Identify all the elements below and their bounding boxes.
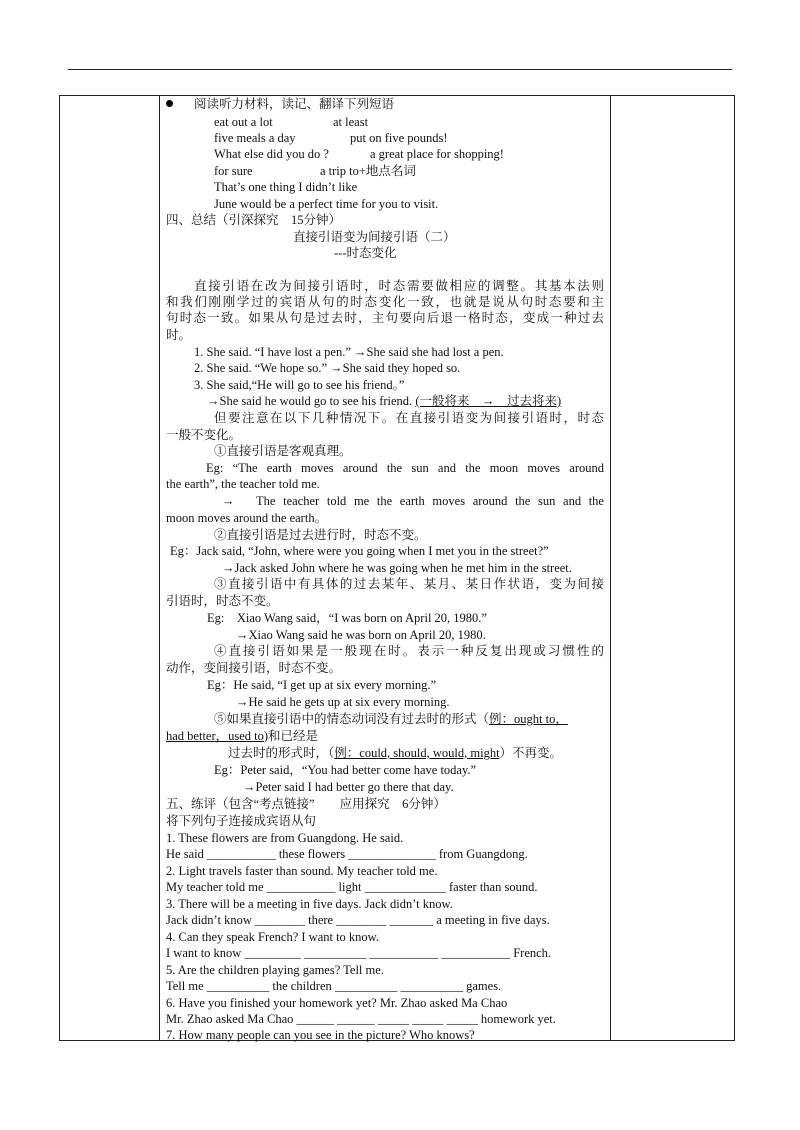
intro-line: 时。 xyxy=(166,328,192,342)
phrase: at least xyxy=(333,115,369,129)
practice-answer: He said ___________ these flowers ______________ from Guangdong. xyxy=(166,847,528,861)
rule-3: 引语时，时态不变。 xyxy=(166,594,279,608)
bullet-icon xyxy=(166,100,173,107)
exceptions-line: 一般不变化。 xyxy=(166,428,242,442)
practice-item: 3. There will be a meeting in five days. Jack didn’t know. xyxy=(166,897,453,911)
rule-4-example: Eg：He said, “I get up at six every morning.” xyxy=(207,678,437,692)
rule-4-result: →He said he gets up at six every morning. xyxy=(236,695,450,709)
intro-line: 直接引语在改为间接引语时，时态需要做相应的调整。其基本法则 xyxy=(194,279,604,293)
rule-4: ④直接引语如果是一般现在时。表示一种反复出现或习惯性的 xyxy=(214,644,604,658)
summary-title: 直接引语变为间接引语（二） xyxy=(293,230,456,244)
practice-item: 5. Are the children playing games? Tell me. xyxy=(166,963,384,977)
practice-answer: I want to know _________ __________ ___________ ___________ French. xyxy=(166,946,552,960)
example-1: 1. She said. “I have lost a pen.” →She said she had lost a pen. xyxy=(194,345,504,359)
practice-answer: Tell me __________ the children __________ __________ games. xyxy=(166,979,502,993)
rule-2-result: →Jack asked John where he was going when he met him in the street. xyxy=(222,561,572,575)
rule-5 xyxy=(166,728,318,744)
practice-item: 2. Light travels faster than sound. My teacher told me. xyxy=(166,864,438,878)
rule-1-result: moon moves around the earth。 xyxy=(166,511,328,525)
phrase: June would be a perfect time for you to visit. xyxy=(214,197,439,211)
rule-1: ①直接引语是客观真理。 xyxy=(214,444,352,458)
practice-answer: My teacher told me ___________ light _____________ faster than sound. xyxy=(166,880,538,894)
rule-5-example-sentence: Eg：Peter said，“You had better come have today.” xyxy=(214,763,477,777)
rule-1-example: Eg: “The earth moves around the sun and the moon moves around xyxy=(206,461,604,475)
practice-item: 6. Have you finished your homework yet? Mr. Zhao asked Ma Chao xyxy=(166,996,508,1010)
rule-5 xyxy=(228,745,562,761)
example-3-result xyxy=(207,393,561,409)
intro-line: 和我们刚刚学过的宾语从句的时态变化一致，也就是说从句时态要和主 xyxy=(166,295,604,309)
phrase: five meals a day xyxy=(214,131,296,145)
practice-item: 4. Can they speak French? I want to know. xyxy=(166,930,380,944)
listening-instruction: 阅读听力材料，读记、翻译下列短语 xyxy=(194,97,395,111)
phrase: a trip to+地点名词 xyxy=(320,164,416,178)
phrase: put on five pounds! xyxy=(350,131,448,145)
phrase: eat out a lot xyxy=(214,115,273,129)
rule-5-text: )和已经是 xyxy=(263,729,319,743)
rule-5-example: had better，used to xyxy=(166,729,264,743)
rule-1-result: → The teacher told me the earth moves around the sun and the xyxy=(222,494,604,508)
rule-5-text: ）不再变。 xyxy=(499,746,563,760)
rule-2: ②直接引语是过去进行时，时态不变。 xyxy=(214,528,427,542)
rule-3: ③直接引语中有具体的过去某年、某月、某日作状语，变为间接 xyxy=(214,577,604,591)
practice-answer: Mr. Zhao asked Ma Chao ______ ______ _____ _____ _____ homework yet. xyxy=(166,1012,556,1026)
rule-3-example: Eg: Xiao Wang said，“I was born on April 20, 1980.” xyxy=(207,611,487,625)
rule-3-result: →Xiao Wang said he was born on April 20, 1980. xyxy=(236,628,486,642)
example-3-result-text: →She said he would go to see his friend. xyxy=(207,394,416,408)
practice-item: 1. These flowers are from Guangdong. He said. xyxy=(166,831,404,845)
rule-5-text: 过去时的形式时，（ xyxy=(228,746,335,760)
practice-heading: 五、练评（包含“考点链接” 应用探究 6分钟） xyxy=(166,797,446,811)
summary-subtitle: ---时态变化 xyxy=(334,246,397,260)
rule-1-example: the earth”, the teacher told me. xyxy=(166,477,320,491)
phrase: for sure xyxy=(214,164,253,178)
example-3: 3. She said,“He will go to see his friend。” xyxy=(194,378,405,392)
intro-line: 句时态一致。如果从句是过去时，主句要向后退一格时态，变成一种过去 xyxy=(166,311,604,325)
column-divider-right xyxy=(610,96,611,1040)
tense-note: (一般将来 → 过去将来) xyxy=(415,394,562,408)
rule-5-example: 例：could, should, would, might xyxy=(334,746,500,760)
rule-5-example: 例：ought to， xyxy=(489,712,568,726)
rule-5 xyxy=(214,711,568,727)
rule-5-result: →Peter said I had better go there that day. xyxy=(243,780,454,794)
phrase: a great place for shopping! xyxy=(370,147,504,161)
summary-heading: 四、总结（引深探究 15分钟） xyxy=(166,213,342,227)
page-header-rule xyxy=(68,69,732,70)
column-divider-left xyxy=(159,96,160,1040)
phrase: That’s one thing I didn’t like xyxy=(214,180,358,194)
exceptions-line: 但要注意在以下几种情况下。在直接引语变为间接引语时，时态 xyxy=(214,411,604,425)
rule-4: 动作，变间接引语，时态不变。 xyxy=(166,661,342,675)
rule-5-text: ⑤如果直接引语中的情态动词没有过去时的形式（ xyxy=(214,712,490,726)
phrase: What else did you do ? xyxy=(214,147,329,161)
rule-2-example: Eg：Jack said, “John, where were you going when I met you in the street?” xyxy=(170,544,549,558)
example-2: 2. She said. “We hope so.” →She said they hoped so. xyxy=(194,361,461,375)
practice-answer: Jack didn’t know ________ there ________ _______ a meeting in five days. xyxy=(166,913,550,927)
practice-instruction: 将下列句子连接成宾语从句 xyxy=(166,814,317,828)
practice-item: 7. How many people can you see in the picture? Who knows? xyxy=(166,1028,475,1042)
